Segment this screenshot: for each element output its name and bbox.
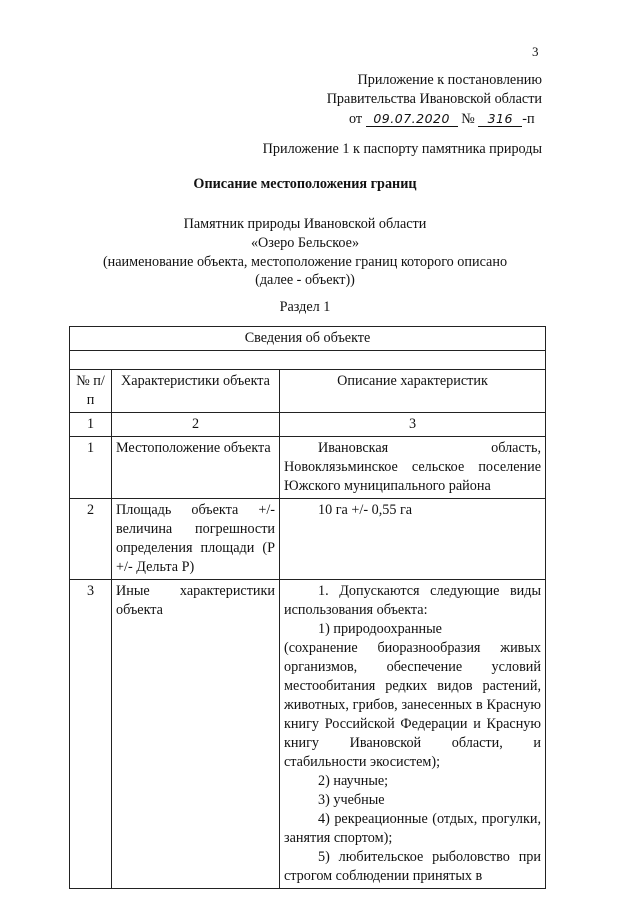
from-label: от	[349, 111, 363, 127]
col-number-2: 2	[112, 413, 280, 437]
number-label: №	[461, 111, 475, 127]
row-characteristic: Площадь объекта +/- величина погрешности определения площади (Р +/- Дельта Р)	[112, 499, 280, 580]
page-number: 3	[532, 44, 539, 59]
row-num: 1	[70, 437, 112, 499]
row-num: 2	[70, 499, 112, 580]
object-name-line-2: «Озеро Бельское»	[250, 235, 360, 251]
header-characteristic: Характеристики объекта	[112, 370, 280, 413]
appendix-line-2: Правительства Ивановской области	[326, 91, 542, 107]
description-intro: 1. Допускаются следующие виды использования объекта:	[284, 583, 541, 618]
description-item-3: 3) учебные	[318, 792, 385, 808]
handwritten-date: 09.07.2020	[366, 111, 458, 127]
appendix-date-line	[349, 111, 535, 128]
section-label: Раздел 1	[279, 299, 331, 315]
handwritten-number: 316	[478, 111, 522, 127]
col-number-3: 3	[280, 413, 546, 437]
number-suffix: -п	[522, 111, 535, 127]
row-description-list	[280, 580, 546, 889]
row-num: 3	[70, 580, 112, 889]
header-num: № п/п	[70, 370, 112, 413]
appendix-line-1: Приложение к постановлению	[357, 72, 542, 88]
col-number-1: 1	[70, 413, 112, 437]
appendix-passport-line: Приложение 1 к паспорту памятника природы	[262, 141, 542, 157]
table-blank-row	[70, 351, 546, 370]
document-title: Описание местоположения границ	[193, 176, 417, 192]
description-item-2: 2) научные;	[318, 773, 389, 789]
object-name-line-1: Памятник природы Ивановской области	[183, 216, 427, 232]
object-info-table	[69, 326, 546, 889]
description-item-5: 5) любительское рыболовство при строгом соблюдении принятых в	[284, 849, 541, 884]
table-row	[70, 580, 546, 889]
table-row	[70, 437, 546, 499]
table-row	[70, 499, 546, 580]
header-description: Описание характеристик	[280, 370, 546, 413]
object-name-line-3: (наименование объекта, местоположение границ которого описано	[102, 254, 508, 270]
row-description: 10 га +/- 0,55 га	[280, 499, 546, 580]
description-item-4: 4) рекреационные (отдых, прогулки, занятия спортом);	[284, 811, 541, 846]
row-characteristic: Местоположение объекта	[112, 437, 280, 499]
row-description: Ивановская область, Новоклязьминское сельское поселение Южского муниципального района	[280, 437, 546, 499]
description-item-1-detail: (сохранение биоразнообразия живых организмов, обеспечение условий местообитания редких видов растений, животных, грибов, занесенных в Красную книгу Российской Федерации и Красную книгу Ивановской области, и стабильности экосистем);	[284, 640, 541, 770]
description-item-1: 1) природоохранные	[318, 621, 442, 637]
row-characteristic: Иные характеристики объекта	[112, 580, 280, 889]
table-caption: Сведения об объекте	[70, 327, 546, 351]
object-name-line-4: (далее - объект))	[255, 272, 355, 288]
